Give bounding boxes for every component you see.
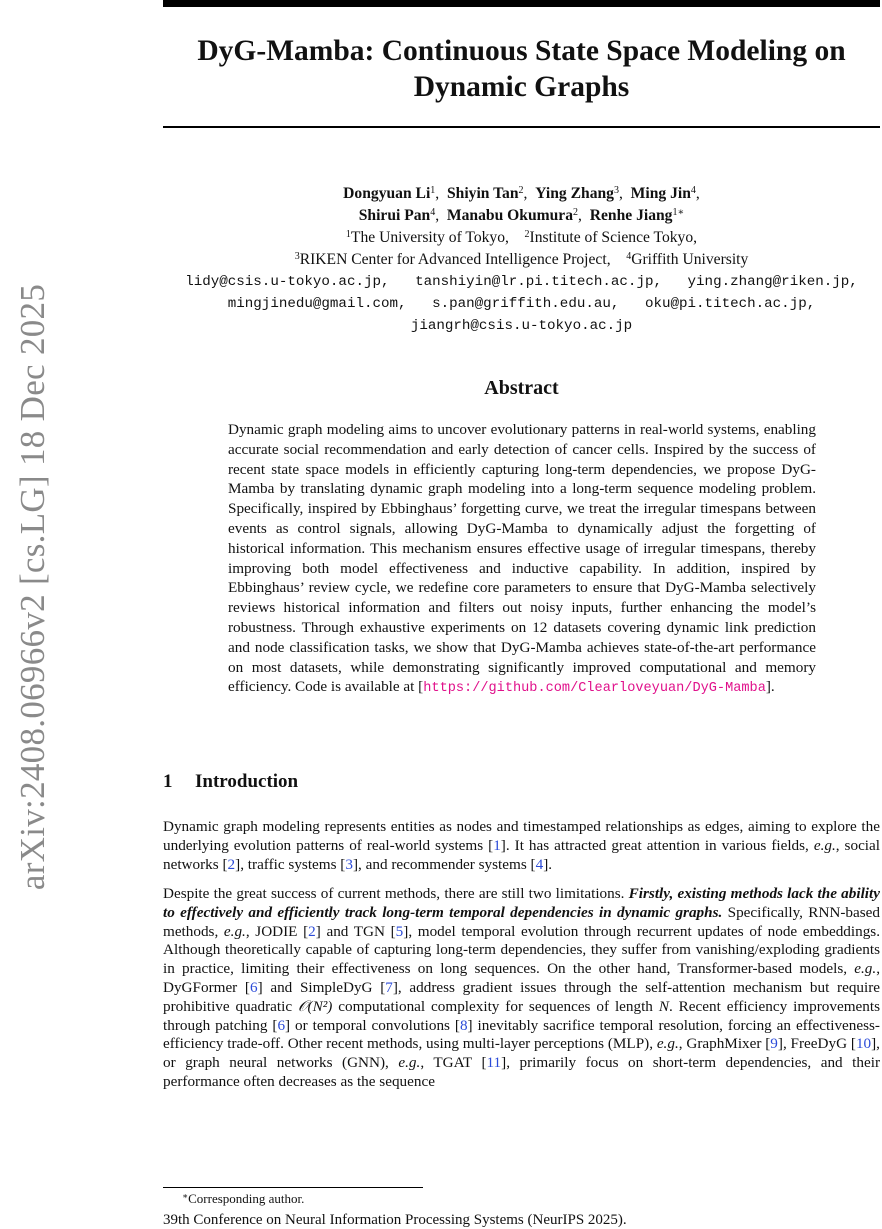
text-run: e.g. xyxy=(813,836,836,854)
footnote-rule xyxy=(163,1187,423,1188)
section-number: 1 xyxy=(163,771,173,792)
email: ying.zhang@riken.jp xyxy=(687,274,850,290)
affiliation-sup: 1 xyxy=(345,229,351,240)
affiliation-sup: 3 xyxy=(294,251,300,262)
affiliation: Institute of Science Tokyo xyxy=(529,229,694,246)
citation-link[interactable]: 11 xyxy=(486,1054,502,1072)
text-run: e.g. xyxy=(656,1035,679,1053)
text-run: , TGAT [ xyxy=(420,1054,487,1072)
text-run: ] inevitably sacrifice temporal resolution, forcing an effectiveness-efficiency trade-off. Other recent methods, using multi-layer perceptions (MLP), xyxy=(163,1016,880,1053)
email: jiangrh@csis.u-tokyo.ac.jp xyxy=(410,318,633,334)
email-line-2: mingjinedu@gmail.com, s.pan@griffith.edu.au, oku@pi.titech.ac.jp, xyxy=(227,296,816,312)
author-name: Shirui Pan xyxy=(358,207,431,224)
affiliation: The University of Tokyo xyxy=(350,229,506,246)
text-run: ], traffic systems [ xyxy=(235,855,346,873)
text-run: ], model temporal evolution through recurrent updates of node embeddings. Although theoretically capable of capturing long-term dependencies, they suffer from vanishing/exploding gradients in practice, limiting their effectiveness on long sequences. On the other hand, Transformer-based models, xyxy=(163,922,880,978)
text-run: , JODIE [ xyxy=(245,922,309,940)
email: lidy@csis.u-tokyo.ac.jp xyxy=(185,274,382,290)
intro-paragraph-1 xyxy=(163,818,880,874)
text-run: Dynamic graph modeling represents entities as nodes and timestamped relationships as edges, aiming to explore the underlying evolution patterns of real-world systems [ xyxy=(163,818,880,854)
author-name: Shiyin Tan xyxy=(446,185,519,202)
text-run: . Recent efficiency improvements through patching [ xyxy=(163,997,880,1034)
text-run: ] and TGN [ xyxy=(315,922,396,940)
math-variable: N xyxy=(658,997,669,1015)
text-run: e.g. xyxy=(398,1054,421,1072)
citation-link[interactable]: 6 xyxy=(250,978,258,996)
arxiv-identifier: arXiv:2408.06966v2 [cs.LG] 18 Dec 2025 xyxy=(13,283,52,891)
title-bottom-rule xyxy=(163,126,880,128)
affiliation-line-2: $^3$RIKEN Center for Advanced Intelligence Project, $^4$Griffith University xyxy=(294,251,749,268)
email: s.pan@griffith.edu.au xyxy=(432,296,611,312)
citation-link[interactable]: 2 xyxy=(308,922,316,940)
title-line-1: DyG-Mamba: Continuous State Space Modeling on xyxy=(197,35,846,67)
text-run: ], FreeDyG [ xyxy=(777,1035,856,1053)
author-line-1: Dongyuan Li$^1$, Shiyin Tan$^2$, Ying Zhang$^3$, Ming Jin$^4$, xyxy=(343,185,700,202)
author-sup: 3 xyxy=(613,185,619,196)
section-heading-introduction xyxy=(163,771,298,793)
text-run: , DyGFormer [ xyxy=(163,960,880,996)
text-run: computational complexity for sequences of length xyxy=(332,997,659,1015)
email: mingjinedu@gmail.com xyxy=(227,296,399,312)
text-run: ], primarily focus on short-term dependencies, and their performance often decreases as the sequence xyxy=(163,1054,880,1090)
text-run: ], or graph neural networks (GNN), xyxy=(163,1035,880,1072)
citation-link[interactable]: 3 xyxy=(345,855,353,873)
text-run: , social networks [ xyxy=(163,836,880,873)
citation-link[interactable]: 1 xyxy=(493,836,501,854)
abstract-heading: Abstract xyxy=(484,377,559,399)
affiliation-line-1: $^1$The University of Tokyo, $^2$Institute of Science Tokyo, xyxy=(345,229,698,246)
author-name: Manabu Okumura xyxy=(446,207,574,224)
title-top-rule xyxy=(163,0,880,7)
email-line-1: lidy@csis.u-tokyo.ac.jp, tanshiyin@lr.pi.titech.ac.jp, ying.zhang@riken.jp, xyxy=(185,274,858,290)
citation-link[interactable]: 2 xyxy=(227,855,236,873)
author-name: Ying Zhang xyxy=(535,185,614,202)
citation-link[interactable]: 8 xyxy=(459,1016,468,1034)
citation-link[interactable]: 5 xyxy=(395,922,404,940)
math-expression: 𝒪(N²) xyxy=(297,997,333,1015)
author-sup: 4 xyxy=(430,207,436,218)
emphasis-text: Firstly, existing methods lack the ability to effectively and efficiently track long-term temporal dependencies in dynamic graphs. xyxy=(163,885,880,921)
paper-title xyxy=(163,33,880,105)
text-run: ]. xyxy=(543,855,553,873)
citation-link[interactable]: 6 xyxy=(277,1016,286,1034)
author-sup: 4 xyxy=(690,185,696,196)
code-link[interactable]: https://github.com/Clearloveyuan/DyG-Mamba xyxy=(423,681,766,697)
footnote-mark: ∗ xyxy=(182,1191,189,1201)
text-run: Specifically, RNN-based methods, xyxy=(163,903,881,940)
text-run: ], address gradient issues through the self-attention mechanism but require prohibitive quadratic xyxy=(163,978,881,1015)
affiliation: RIKEN Center for Advanced Intelligence Project xyxy=(299,251,607,268)
author-sup: 2 xyxy=(518,185,524,196)
author-sup: 1 xyxy=(430,185,436,196)
text-run: , GraphMixer [ xyxy=(678,1035,771,1053)
email: tanshiyin@lr.pi.titech.ac.jp xyxy=(415,274,654,290)
text-run: ]. It has attracted great attention in various fields, xyxy=(500,836,814,854)
author-sup: 2 xyxy=(573,207,579,218)
author-sup: 1∗ xyxy=(672,207,685,218)
affiliation-sup: 4 xyxy=(626,251,632,262)
affiliation-sup: 2 xyxy=(524,229,530,240)
citation-link[interactable]: 4 xyxy=(535,855,544,873)
title-line-2: Dynamic Graphs xyxy=(413,71,630,103)
text-run: ] or temporal convolutions [ xyxy=(285,1016,460,1034)
author-name: Renhe Jiang xyxy=(589,207,673,224)
footnote-text: Corresponding author. xyxy=(188,1191,305,1206)
abstract-end: ]. xyxy=(765,678,775,696)
text-run: ] and SimpleDyG [ xyxy=(257,978,386,996)
citation-link[interactable]: 10 xyxy=(855,1035,872,1053)
text-run: e.g. xyxy=(854,960,877,978)
text-run: Despite the great success of current methods, there are still two limitations. xyxy=(163,885,629,902)
email: oku@pi.titech.ac.jp xyxy=(644,296,807,312)
intro-paragraph-2 xyxy=(163,885,880,1092)
section-title: Introduction xyxy=(195,771,299,792)
citation-link[interactable]: 7 xyxy=(385,978,393,996)
text-run: ], and recommender systems [ xyxy=(352,855,536,873)
citation-link[interactable]: 9 xyxy=(770,1035,778,1053)
author-name: Ming Jin xyxy=(630,185,691,202)
abstract-body xyxy=(228,420,816,699)
author-block xyxy=(163,183,880,337)
abstract-text: Dynamic graph modeling aims to uncover evolutionary patterns in real-world systems, enabling accurate social recommendation and early detection of cancer cells. Inspired by the success of recent state space models in efficiently capturing long-term dependencies, we propose DyG-Mamba by translating dynamic graph modeling into a long-term sequence modeling problem. Specifically, inspired by Ebbinghaus’ forgetting curve, we treat the irregular timespans between events as control signals, allowing DyG-Mamba to dynamically adjust the forgetting of historical information. This mechanism ensures effective usage of irregular timespans, thereby improving both model effectiveness and inductive capability. In addition, inspired by Ebbinghaus’ review cycle, we redefine core parameters to ensure that DyG-Mamba selectively reviews historical information and filters out noisy inputs, further enhancing the model’s robustness. Through exhaustive experiments on 12 datasets covering dynamic link prediction and node classification tasks, we show that DyG-Mamba achieves state-of-the-art performance on most datasets, while demonstrating significantly improved computational and memory efficiency. Code is available at [ xyxy=(228,421,816,696)
conference-footer: 39th Conference on Neural Information Processing Systems (NeurIPS 2025). xyxy=(163,1212,627,1228)
author-name: Dongyuan Li xyxy=(343,185,431,202)
footnote xyxy=(182,1191,304,1207)
text-run: e.g. xyxy=(223,922,246,940)
author-line-2: Shirui Pan$^4$, Manabu Okumura$^2$, Renhe Jiang$^{1∗}$ xyxy=(358,207,685,224)
affiliation: Griffith University xyxy=(631,251,749,268)
email-line-3 xyxy=(163,315,880,337)
